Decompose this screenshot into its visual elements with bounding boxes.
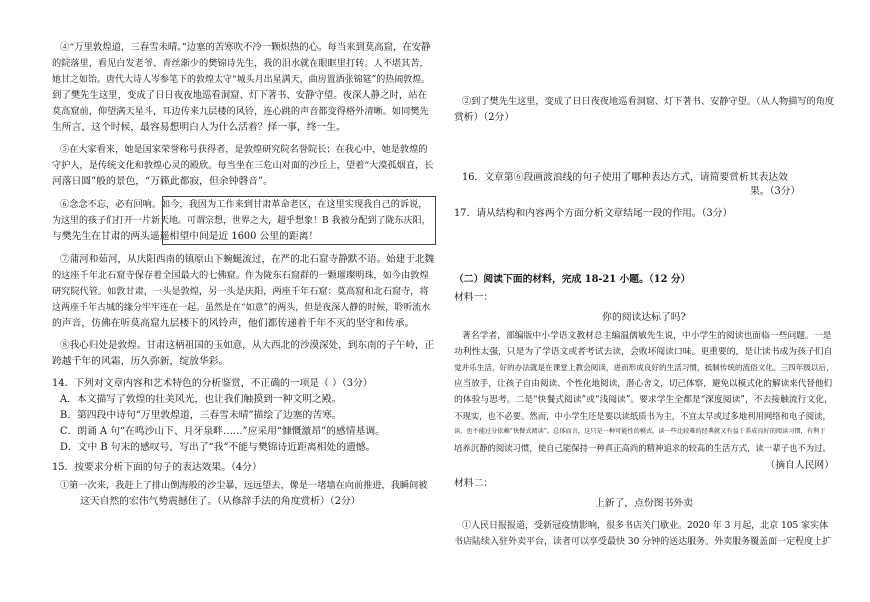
- material1-line: 应当放手，让孩子自由阅读、个性化地阅读，潜心舍文，切己体察，避免以模式化的解读来代替他们: [454, 379, 833, 389]
- q15-sub1-line: 这天自然的宏伟气势震撼住了。（从修辞手法的角度赏析）（2分）: [80, 496, 361, 507]
- para7-line: 研究院代管。如敦甘肃，一头是敦煌，另一头是庆阳，两座千年石窟：莫高窟和北石窟寺，将: [52, 286, 429, 297]
- material1-title: 你的阅读达标了吗?: [602, 312, 686, 323]
- material1-line: 功利性太强，只是为了学语文或者考试去读，会败坏阅读口味。更重要的，是让读书成为孩子们自: [454, 347, 833, 357]
- material1-line: 不现实，也不必要。然而，中小学生还是要以读纸质书为主，不宜太早或过多地利用网络和电子阅读，: [454, 411, 831, 421]
- para4-line: 到了樊先生这里，变成了日日夜夜地巡看洞窟、灯下著书、安静守望。夜深人静之时，站在: [52, 90, 428, 101]
- material1-label: 材料一：: [454, 292, 494, 303]
- material1-line: 读，也不能过分依赖“快餐式阅读”。总体而言，这只是一种可能性的模式，读一些比较难的经典就又有益于养成良好的阅读习惯，有利于: [454, 428, 826, 435]
- para7-line: 这两座千年古城的缘分牢牢连在一起。虽然是在“如意”的两头，但是夜深人静的时候，聆听流水: [52, 303, 431, 313]
- wavy-underline-box: [162, 196, 436, 245]
- para6-line: ⑥念念不忘，必有回响。如今，我因为工作来到甘肃革命老区，在这里实现我自己的诉说，: [60, 199, 428, 210]
- para4-line: 她甘之如饴。唐代大诗人岑参笔下的敦煌太守“城头月出星满天，曲房置酒张锦筵”的热闹敦煌。: [52, 75, 431, 85]
- para4-line: 莫高窟前，仰望满天星斗，耳边传来九层楼的风铃，连心跳的声音都变得格外清晰。如同樊先: [52, 106, 429, 117]
- para8-line: 跨越千年的风霜，历久弥新，绽放华彩。: [52, 356, 229, 367]
- para8-line: ⑧我心归处是敦煌。甘肃这柄祖国的玉如意，从大西北的沙漠深处，到东南的子午岭，正: [60, 340, 435, 351]
- question-17: 17．请从结构和内容两个方面分析文章结尾一段的作用。（3分）: [454, 208, 733, 219]
- q14-option-b: B．第四段中诗句“万里敦煌道，三春雪未晴”描绘了边塞的苦寒。: [60, 410, 342, 421]
- q15-sub2-line: ②到了樊先生这里，变成了日日夜夜地巡看洞窟、灯下著书、安静守望。（从人物描写的角度: [462, 96, 835, 107]
- q14-option-c: C．朗诵 A 句“在鸣沙山下、月牙泉畔……”应采用“慷慨激昂”的感情基调。: [60, 426, 385, 437]
- section-two-heading: （二）阅读下面的材料，完成 18-21 小题。（12 分）: [454, 274, 691, 285]
- q14-option-d: D．文中 B 句末的感叹号，写出了“我”不能与樊锦诗近距离相处的遗憾。: [60, 442, 376, 453]
- question-14: 14．下列对文章内容和艺术特色的分析鉴赏，不正确的一项是（ ）（3分）: [52, 378, 373, 389]
- question-16: 16．文章第⑥段画波浪线的句子使用了哪种表达方式，请简要赏析其表达效: [462, 172, 788, 183]
- para4-line: ④“万里敦煌道，三春雪未晴。”边塞的苦寒吹不冷一颗炽热的心。每当来到莫高窟，在安静: [60, 42, 431, 53]
- para6-line: 与樊先生在甘肃的两头遥遥相望中间是近 1600 公里的距离！: [52, 231, 319, 242]
- para4-line: 生所言，这个时候，最容易想明白人为什么活着？择一事，终一生。: [52, 122, 346, 133]
- question-15: 15．按要求分析下面的句子的表达效果。（4分）: [52, 462, 262, 473]
- material1-line: 培养沉静的阅读习惯，使自己能保持一种真正高尚的精神追求的较高的生活方式，读一辈子也不为过。: [454, 443, 831, 453]
- para7-line: ⑦蒲河和茹河，从庆阳西南的镇原山下蜿蜒流过，在严的北石窟寺静默不语。始建于北魏: [60, 254, 435, 265]
- material2-line: ①人民日报报道，受新冠疫情影响，很多书店关门歇业。2020 年 3 月起，北京 105 家实体: [462, 521, 829, 531]
- q15-sub1-line: ①第一次来，我赶上了排山倒海般的沙尘暴，远远望去，像是一堵墙在向前推进，我瞬间被: [60, 480, 428, 491]
- para6-line: 为这里的孩子们打开一片新天地。可谓宗想，世界之大，超乎想象！B 我被分配到了陇东庆阳，: [52, 216, 431, 226]
- q15-sub2-line: 赏析）（2分）: [454, 112, 515, 123]
- question-16-cont: 果。（3分）: [750, 186, 801, 197]
- material1-line: 觉并乐生活，好的办法就是在课堂上教会阅读，进而形成良好的生活习惯，抵制传统的流俗文化。三四年级以后，: [454, 363, 834, 372]
- material2-title: 上新了，点份图书外卖: [595, 498, 693, 509]
- material1-line: 著名学者，部编版中小学语文教材总主编温儒敏先生说，中小学生的阅读也面临一些问题。一是: [462, 331, 832, 341]
- material2-line: 书店陆续入驻外卖平台，读者可以享受最快 30 分钟的送达服务。外卖服务覆盖面一定程度上扩: [454, 537, 832, 547]
- material2-label: 材料二：: [454, 478, 494, 489]
- material1-line: 的体验与思考。二是“快餐式阅读”或“浅阅读”。要求学生全都是“深度阅读”，不去接触流行文化，: [454, 395, 833, 405]
- para7-line: 的这座千年北石窟寺保存着全国最大的七佛窟。作为陇东石窟群的一颗璀璨明珠，如今由敦煌: [52, 270, 429, 281]
- material1-source: （摘自人民网）: [765, 460, 834, 471]
- para5-line: 河落日圆”般的景色，“万籁此都寂，但余钟磬音”。: [52, 176, 273, 187]
- para5-line: 守护人，是传统文化和敦煌心灵的殿欣。每当坐在三危山对面的沙丘上，望着“大漠孤烟直，长: [52, 160, 434, 171]
- q14-option-a: A．本文描写了敦煌的壮美风光，也让我们触摸到一种文明之殿。: [60, 394, 342, 405]
- para4-line: 的院落里，看见白发老爷、青丝渐少的樊锦诗先生，我的泪水就在眼眶里打转。人不堪其苦，: [52, 58, 429, 69]
- para7-line: 的声音，仿佛在听莫高窟九层楼下的风铃声，他们都传递着千年不灭的坚守和传承。: [52, 318, 415, 329]
- para5-line: ⑤在大家看来，她是国家荣誉称号获得者，是敦煌研究院名誉院长；在我心中，她是敦煌的: [60, 144, 428, 155]
